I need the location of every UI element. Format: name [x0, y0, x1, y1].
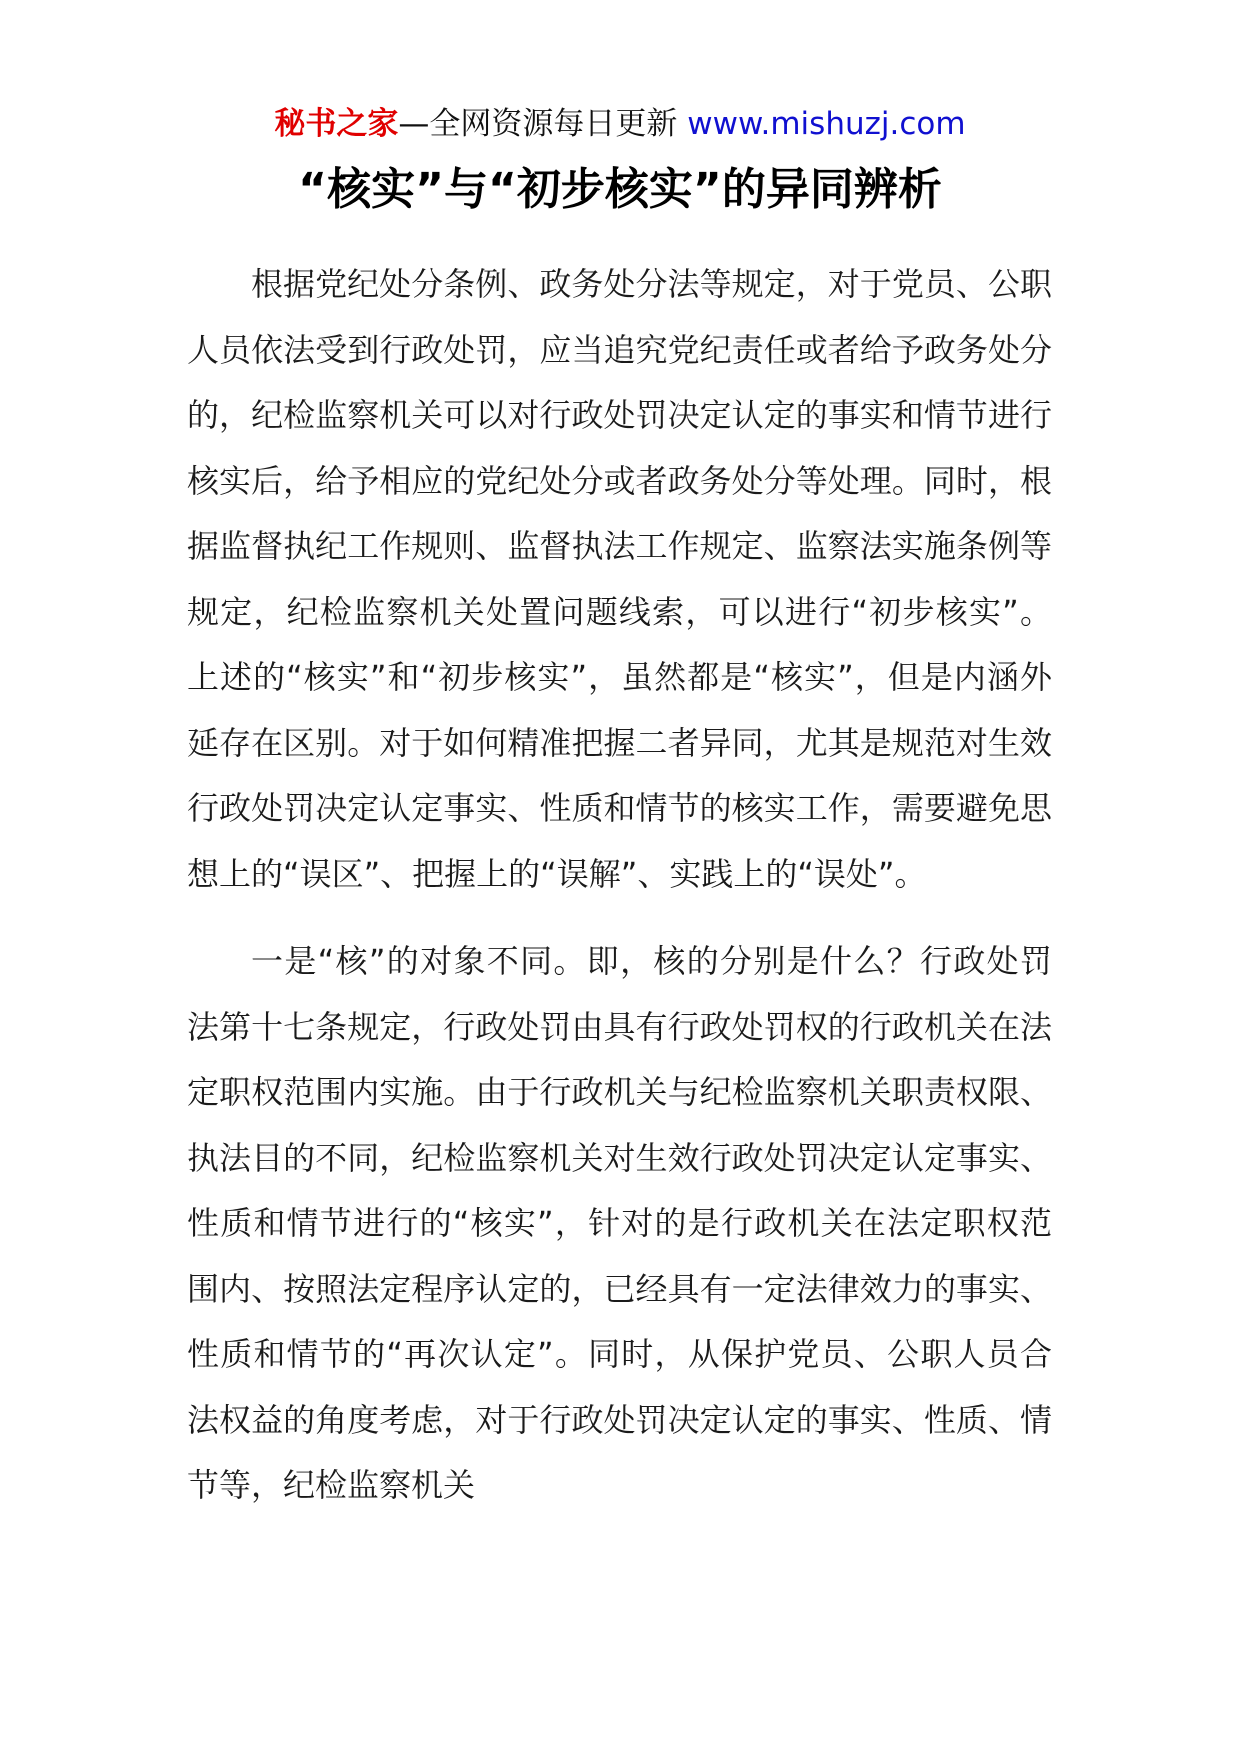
- site-header: [0, 104, 1240, 144]
- document-body: [187, 252, 1052, 1519]
- paragraph-intro: 根据党纪处分条例、政务处分法等规定，对于党员、公职人员依法受到行政处罚，应当追究党纪责任或者给予政务处分的，纪检监察机关可以对行政处罚决定认定的事实和情节进行核实后，给予相应的党纪处分或者政务处分等处理。同时，根据监督执纪工作规则、监督执法工作规定、监察法实施条例等规定，纪检监察机关处置问题线索，可以进行“初步核实”。上述的“核实”和“初步核实”，虽然都是“核实”，但是内涵外延存在区别。对于如何精准把握二者异同，尤其是规范对生效行政处罚决定认定事实、性质和情节的核实工作，需要避免思想上的“误区”、把握上的“误解”、实践上的“误处”。: [187, 265, 1052, 893]
- document-title: “核实”与“初步核实”的异同辨析: [298, 164, 942, 215]
- paragraph-point-one: 一是“核”的对象不同。即，核的分别是什么？行政处罚法第十七条规定，行政处罚由具有行政处罚权的行政机关在法定职权范围内实施。由于行政机关与纪检监察机关职责权限、执法目的不同，纪检监察机关对生效行政处罚决定认定事实、性质和情节进行的“核实”，针对的是行政机关在法定职权范围内、按照法定程序认定的，已经具有一定法律效力的事实、性质和情节的“再次认定”。同时，从保护党员、公职人员合法权益的角度考虑，对于行政处罚决定认定的事实、性质、情节等，纪检监察机关: [187, 942, 1052, 1504]
- header-url-link[interactable]: www.mishuzj.com: [687, 106, 966, 142]
- header-tagline: —全网资源每日更新: [398, 106, 678, 142]
- brand-name: 秘书之家: [274, 106, 399, 142]
